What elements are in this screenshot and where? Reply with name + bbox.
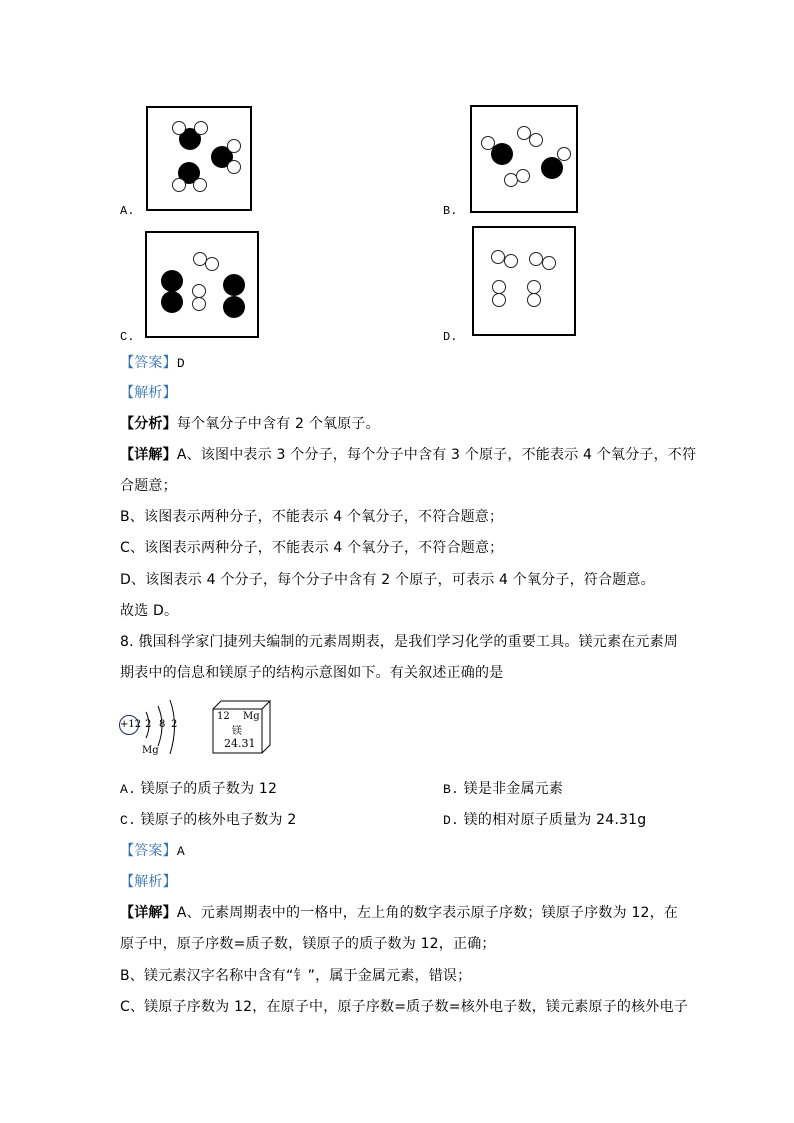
shell-2-electrons: 8 xyxy=(159,719,166,730)
white-atom xyxy=(227,160,241,174)
analysis-text: A、元素周期表中的一格中，左上角的数字表示原子序数；镁原子序数为 12，在 xyxy=(176,905,679,921)
analysis-tag: 【解析】 xyxy=(120,385,177,401)
white-atom xyxy=(227,139,241,153)
mg-element-cell xyxy=(212,700,274,755)
black-atom xyxy=(223,296,245,318)
q7-xiangjie-line-1 xyxy=(120,445,696,465)
q8-option-a[interactable] xyxy=(120,779,277,800)
white-atom xyxy=(557,147,571,161)
option-d-figure xyxy=(472,226,576,336)
white-atom xyxy=(529,133,543,147)
option-label: C. xyxy=(120,813,137,828)
element-name: 镁 xyxy=(232,726,242,737)
shell-1-electrons: 2 xyxy=(145,719,152,730)
analysis-text: A、该图中表示 3 个分子，每个分子中含有 3 个原子，不能表示 4 个氧分子，不符 xyxy=(176,447,697,463)
option-c-label: C. xyxy=(120,330,135,344)
option-d-label: D. xyxy=(443,330,458,344)
q7-xiangjie-line-3: B、该图表示两种分子，不能表示 4 个氧分子，不符合题意； xyxy=(120,509,504,525)
q8-xiangjie-line-1 xyxy=(120,903,678,923)
q8-analysis-heading xyxy=(120,872,177,892)
option-c-figure xyxy=(145,231,259,338)
q7-analysis-heading xyxy=(120,383,177,403)
fenxi-text: 每个氧分子中含有 2 个氧原子。 xyxy=(176,416,380,432)
white-atom xyxy=(491,250,505,264)
white-atom xyxy=(504,254,518,268)
q7-xiangjie-line-4: C、该图表示两种分子，不能表示 4 个氧分子，不符合题意； xyxy=(120,540,504,556)
fenxi-tag: 【分析】 xyxy=(120,416,177,432)
q7-answer xyxy=(120,353,185,374)
atomic-number: 12 xyxy=(217,711,230,722)
shell-3-electrons: 2 xyxy=(171,719,178,730)
q8-stem-line-1: 8. 俄国科学家门捷列夫编制的元素周期表，是我们学习化学的重要工具。镁元素在元素周 xyxy=(120,634,679,650)
answer-tag: 【答案】 xyxy=(120,355,177,371)
option-label: A. xyxy=(120,782,137,797)
q8-xiangjie-line-3: B、镁元素汉字名称中含有“钅”，属于金属元素，错误； xyxy=(120,968,472,984)
white-atom xyxy=(172,178,186,192)
option-b-label: B. xyxy=(443,204,458,218)
q8-option-d[interactable] xyxy=(443,810,646,831)
black-atom xyxy=(161,270,183,292)
q7-fenxi xyxy=(120,414,380,434)
q7-xiangjie-line-2: 合题意； xyxy=(120,478,177,494)
mg-atom-structure-diagram xyxy=(118,698,190,760)
q8-xiangjie-line-2: 原子中，原子序数=质子数，镁原子的质子数为 12，正确； xyxy=(120,936,496,952)
white-atom xyxy=(516,169,530,183)
white-atom xyxy=(492,293,506,307)
white-atom xyxy=(193,178,207,192)
analysis-tag: 【解析】 xyxy=(120,874,177,890)
white-atom xyxy=(527,293,541,307)
black-atom xyxy=(223,274,245,296)
xiangjie-tag: 【详解】 xyxy=(120,905,177,921)
white-atom xyxy=(192,297,206,311)
option-text: 镁的相对原子质量为 24.31g xyxy=(463,812,647,828)
white-atom xyxy=(172,121,186,135)
q8-option-b[interactable] xyxy=(443,779,563,800)
nucleus-charge: +12 xyxy=(120,719,142,730)
option-text: 镁是非金属元素 xyxy=(463,781,564,797)
white-atom xyxy=(194,121,208,135)
option-a-label: A. xyxy=(120,204,135,218)
xiangjie-tag: 【详解】 xyxy=(120,447,177,463)
option-label: D. xyxy=(443,813,460,828)
black-atom xyxy=(491,143,513,165)
option-a-figure xyxy=(146,106,252,211)
answer-value: A xyxy=(176,844,185,859)
option-b-figure xyxy=(470,105,578,213)
option-text: 镁原子的质子数为 12 xyxy=(140,781,278,797)
white-atom xyxy=(527,280,541,294)
element-symbol: Mg xyxy=(243,711,260,722)
answer-value: D xyxy=(176,356,185,371)
black-atom xyxy=(161,291,183,313)
q8-option-c[interactable] xyxy=(120,810,296,831)
option-text: 镁原子的核外电子数为 2 xyxy=(140,812,297,828)
black-atom xyxy=(541,157,563,179)
white-atom xyxy=(192,284,206,298)
q7-xiangjie-line-5: D、该图表示 4 个分子，每个分子中含有 2 个原子，可表示 4 个氧分子，符合题意。 xyxy=(120,572,655,588)
white-atom xyxy=(542,256,556,270)
white-atom xyxy=(529,252,543,266)
white-atom xyxy=(205,257,219,271)
answer-tag: 【答案】 xyxy=(120,843,177,859)
q8-xiangjie-line-4: C、镁原子序数为 12，在原子中，原子序数=质子数=核外电子数，镁元素原子的核外电子 xyxy=(120,999,688,1015)
atomic-mass: 24.31 xyxy=(224,737,256,750)
q8-stem-line-2: 期表中的信息和镁原子的结构示意图如下。有关叙述正确的是 xyxy=(120,665,504,681)
option-label: B. xyxy=(443,782,460,797)
atom-symbol: Mg xyxy=(142,745,159,756)
q7-conclusion: 故选 D。 xyxy=(120,603,179,619)
white-atom xyxy=(492,280,506,294)
q8-answer xyxy=(120,841,185,862)
